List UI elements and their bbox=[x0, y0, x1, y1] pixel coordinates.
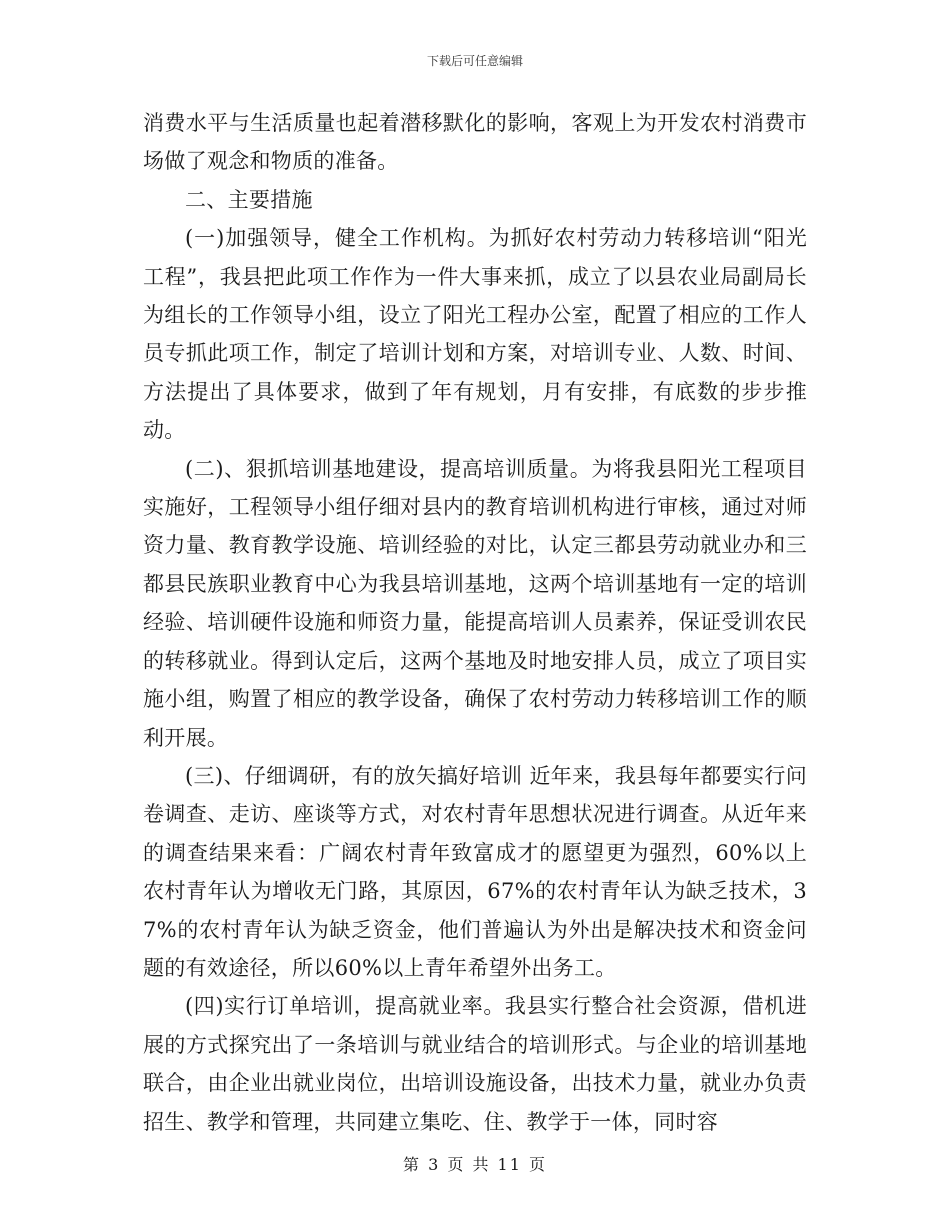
paragraph-leadership: (一)加强领导，健全工作机构。为抓好农村劳动力转移培训“阳光工程”，我县把此项工作作为一件大事来抓，成立了以县农业局副局长为组长的工作领导小组，设立了阳光工程办公室，配置了相应的工作人员专抓此项工作，制定了培训计划和方案，对培训专业、人数、时间、方法提出了具体要求，做到了年有规划，月有安排，有底数的步步推动。 bbox=[143, 226, 807, 443]
page-header: 下载后可任意编辑 bbox=[426, 54, 523, 68]
section-heading-main-measures: 二、主要措施 bbox=[185, 187, 313, 212]
page-footer: 第 3 页 共 11 页 bbox=[403, 1155, 547, 1174]
document-body bbox=[143, 104, 807, 1141]
paragraph-continued: 消费水平与生活质量也起着潜移默化的影响，客观上为开发农村消费市场做了观念和物质的准备。 bbox=[143, 111, 807, 174]
paragraph-order-training: (四)实行订单培训，提高就业率。我县实行整合社会资源，借机进展的方式探究出了一条培训与就业结合的培训形式。与企业的培训基地联合，由企业出就业岗位，出培训设施设备，出技术力量，就业办负责招生、教学和管理，共同建立集吃、住、教学于一体，同时容 bbox=[143, 994, 807, 1134]
paragraph-training-base: (二)、狠抓培训基地建设，提高培训质量。为将我县阳光工程项目实施好，工程领导小组仔细对县内的教育培训机构进行审核，通过对师资力量、教育教学设施、培训经验的对比，认定三都县劳动就业办和三都县民族职业教育中心为我县培训基地，这两个培训基地有一定的培训经验、培训硬件设施和师资力量，能提高培训人员素养，保证受训农民的转移就业。得到认定后，这两个基地及时地安排人员，成立了项目实施小组，购置了相应的教学设备，确保了农村劳动力转移培训工作的顺利开展。 bbox=[143, 456, 807, 750]
paragraph-research: (三)、仔细调研，有的放矢搞好培训 近年来，我县每年都要实行问卷调查、走访、座谈等方式，对农村青年思想状况进行调查。从近年来的调查结果来看：广阔农村青年致富成才的愿望更为强烈，60%以上农村青年认为增收无门路，其原因，67%的农村青年认为缺乏技术，37%的农村青年认为缺乏资金，他们普遍认为外出是解决技术和资金问题的有效途径，所以60%以上青年希望外出务工。 bbox=[143, 763, 807, 980]
